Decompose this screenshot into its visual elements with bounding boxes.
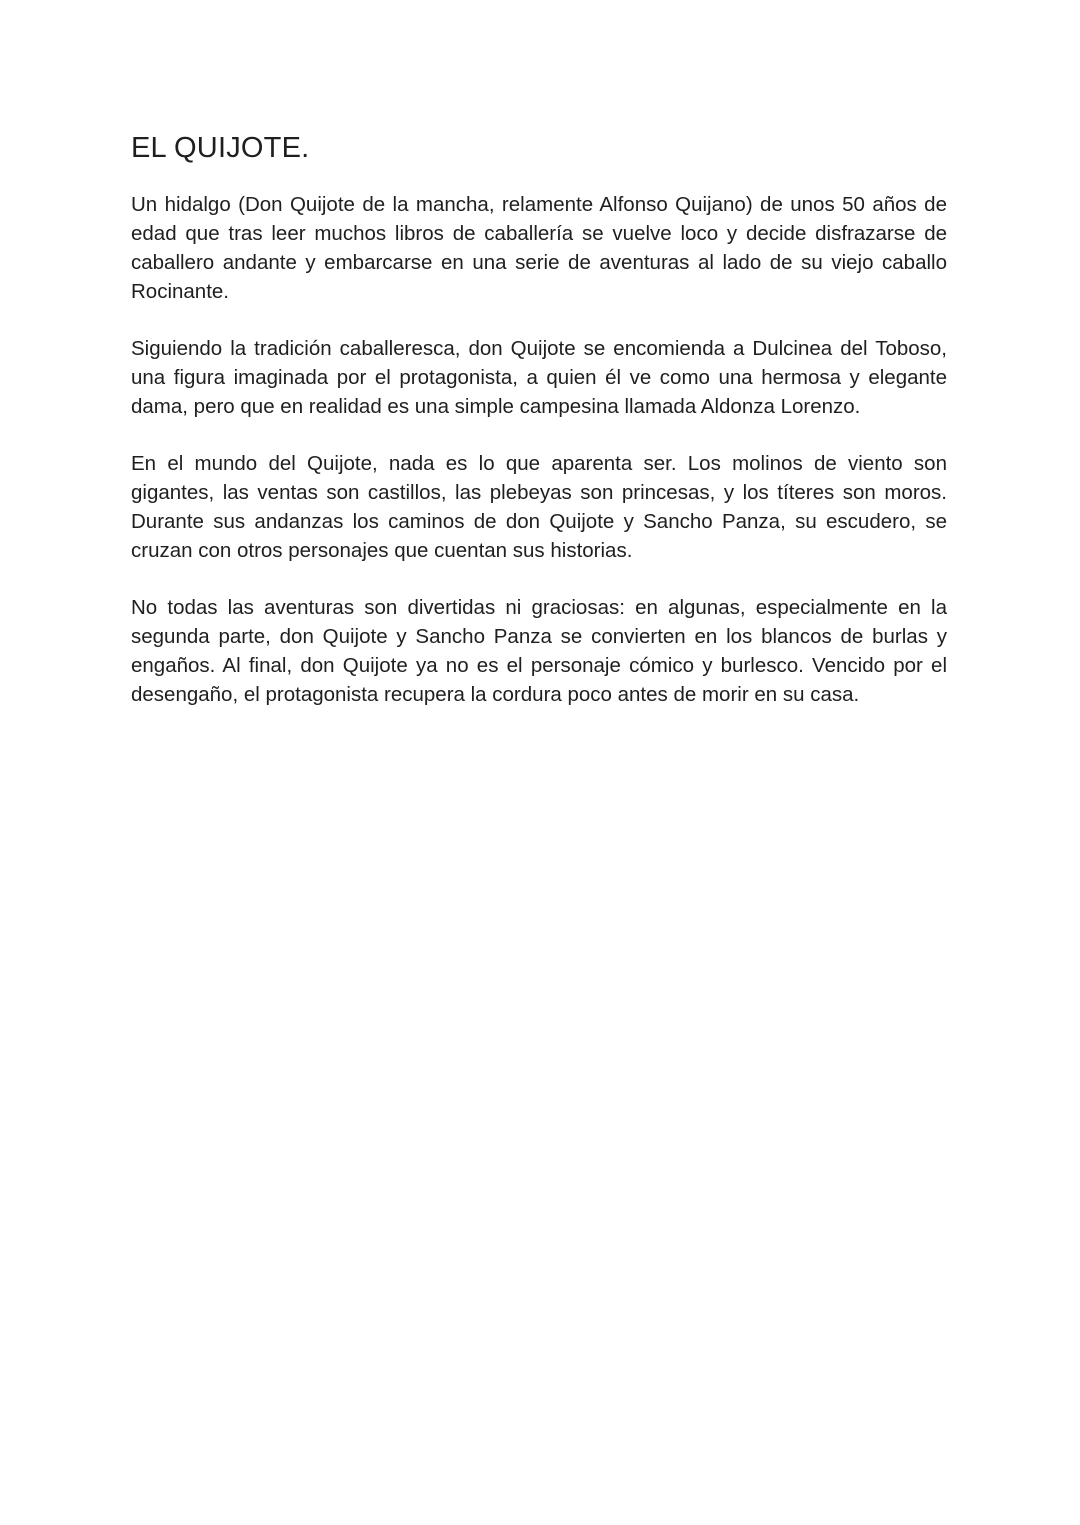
paragraph-intro: Un hidalgo (Don Quijote de la mancha, relamente Alfonso Quijano) de unos 50 años de edad que tras leer muchos libros de caballería se vuelve loco y decide disfrazarse de caballero andante y embarcarse en una serie de aventuras al lado de su viejo caballo Rocinante. [131,193,947,303]
paragraph-dulcinea: Siguiendo la tradición caballeresca, don Quijote se encomienda a Dulcinea del Toboso, una figura imaginada por el protagonista, a quien él ve como una hermosa y elegante dama, pero que en realidad es una simple campesina llamada Aldonza Lorenzo. [131,337,947,418]
document-title: EL QUIJOTE. [131,132,310,164]
document-body [131,128,947,737]
paragraph-ending: No todas las aventuras son divertidas ni graciosas: en algunas, especialmente en la segunda parte, don Quijote y Sancho Panza se convierten en los blancos de burlas y engaños. Al final, don Quijote ya no es el personaje cómico y burlesco. Vencido por el desengaño, el protagonista recupera la cordura poco antes de morir en su casa. [131,596,947,706]
paragraph-world: En el mundo del Quijote, nada es lo que aparenta ser. Los molinos de viento son gigantes, las ventas son castillos, las plebeyas son princesas, y los títeres son moros. Durante sus andanzas los caminos de don Quijote y Sancho Panza, su escudero, se cruzan con otros personajes que cuentan sus historias. [131,452,947,562]
